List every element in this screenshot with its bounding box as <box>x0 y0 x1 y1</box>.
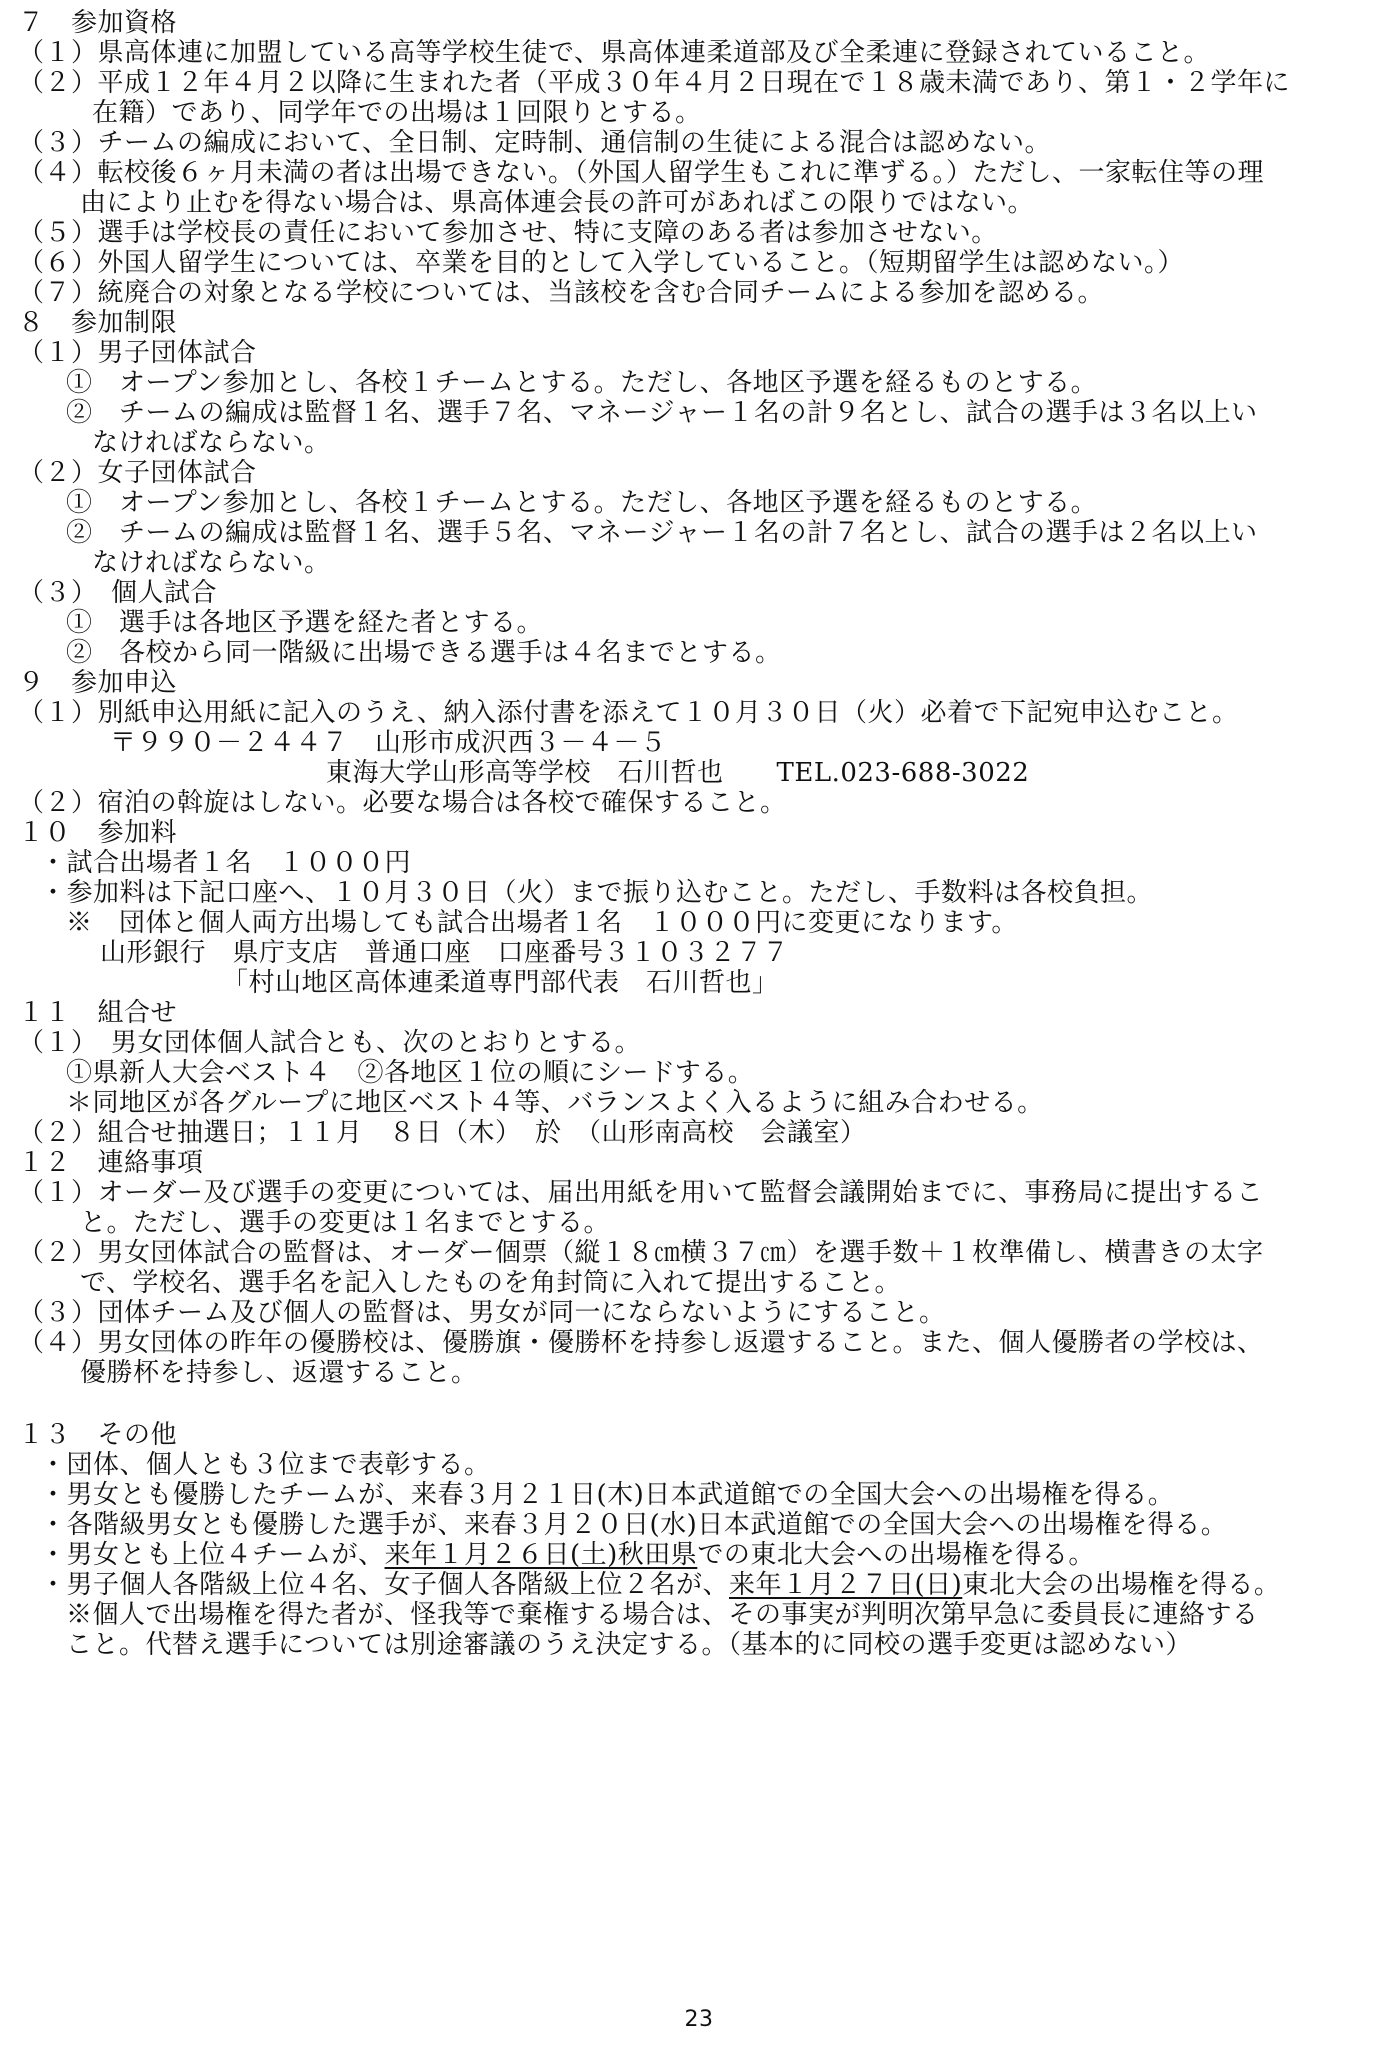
underlined-date-location: 来年１月２６日(土)秋田県 <box>384 1540 698 1570</box>
text-line: ・各階級男女とも優勝した選手が、来春３月２０日(水)日本武道館での全国大会への出場権を得る。 <box>40 1510 1228 1540</box>
text-line: ① オープン参加とし、各校１チームとする。ただし、各地区予選を経るものとする。 <box>66 488 1098 518</box>
section-heading: ９ 参加申込 <box>18 668 178 698</box>
text-line: なければならない。 <box>92 428 331 458</box>
line-suffix: 東北大会の出場権を得る。 <box>962 1570 1281 1600</box>
note-line: ＊同地区が各グループに地区ベスト４等、バランスよく入るように組み合わせる。 <box>66 1088 1044 1118</box>
text-line: ① 選手は各地区予選を経た者とする。 <box>66 608 544 638</box>
text-line: （４）転校後６ヶ月未満の者は出場できない。（外国人留学生もこれに準ずる。）ただし、一家転住等の理 <box>18 158 1265 188</box>
text-line: で、学校名、選手名を記入したものを角封筒に入れて提出すること。 <box>80 1268 901 1298</box>
text-line: ・試合出場者１名 １０００円 <box>40 848 412 878</box>
text-line: なければならない。 <box>92 548 331 578</box>
text-line: ② チームの編成は監督１名、選手５名、マネージャー１名の計７名とし、試合の選手は２名以上い <box>66 518 1258 548</box>
text-line: （１）別紙申込用紙に記入のうえ、納入添付書を添えて１０月３０日（火）必着で下記宛申込むこと。 <box>18 698 1239 728</box>
line-prefix: ・男女とも上位４チームが、 <box>40 1540 385 1570</box>
bank-account-line: 山形銀行 県庁支店 普通口座 口座番号３１０３２７７ <box>100 938 790 968</box>
text-line: （１）県高体連に加盟している高等学校生徒で、県高体連柔道部及び全柔連に登録されていること。 <box>18 38 1210 68</box>
text-line: （２）男女団体試合の監督は、オーダー個票（縦１８㎝横３７㎝）を選手数＋１枚準備し、横書きの太字 <box>18 1238 1264 1268</box>
text-line: （１）オーダー及び選手の変更については、届出用紙を用いて監督会議開始までに、事務局に提出するこ <box>18 1178 1263 1208</box>
line-suffix: での東北大会への出場権を得る。 <box>697 1540 1095 1570</box>
text-line: ① オープン参加とし、各校１チームとする。ただし、各地区予選を経るものとする。 <box>66 368 1098 398</box>
text-line: ② チームの編成は監督１名、選手７名、マネージャー１名の計９名とし、試合の選手は３名以上い <box>66 398 1258 428</box>
text-line: （６）外国人留学生については、卒業を目的として入学していること。（短期留学生は認めない。） <box>18 248 1184 278</box>
text-line: （５）選手は学校長の責任において参加させ、特に支障のある者は参加させない。 <box>18 218 998 248</box>
text-line: 優勝杯を持参し、返還すること。 <box>80 1358 478 1388</box>
note-line: こと。代替え選手については別途審議のうえ決定する。（基本的に同校の選手変更は認めない） <box>66 1630 1192 1660</box>
text-line: 由により止むを得ない場合は、県高体連会長の許可があればこの限りではない。 <box>80 188 1035 218</box>
text-line: ・団体、個人とも３位まで表彰する。 <box>40 1450 491 1480</box>
section-heading: １３ その他 <box>18 1420 178 1450</box>
text-line: （１） 男女団体個人試合とも、次のとおりとする。 <box>18 1028 642 1058</box>
text-line: （２）宿泊の斡旋はしない。必要な場合は各校で確保すること。 <box>18 788 787 818</box>
text-line: ①県新人大会ベスト４ ②各地区１位の順にシードする。 <box>66 1058 755 1088</box>
section-heading: １１ 組合せ <box>18 998 178 1028</box>
contact-line: 東海大学山形高等学校 石川哲也 TEL.023-688-3022 <box>326 758 1030 788</box>
text-line: ・男女とも優勝したチームが、来春３月２１日(木)日本武道館での全国大会への出場権を得る。 <box>40 1480 1175 1510</box>
section-heading: １２ 連絡事項 <box>18 1148 204 1178</box>
text-line: ② 各校から同一階級に出場できる選手は４名までとする。 <box>66 638 782 668</box>
page-number: 23 <box>684 2007 714 2032</box>
section-heading: ７ 参加資格 <box>18 8 178 38</box>
text-line: ・参加料は下記口座へ、１０月３０日（火）まで振り込むこと。ただし、手数料は各校負担。 <box>40 878 1154 908</box>
text-line: （２）組合せ抽選日；１１月 ８日（木） 於 （山形南高校 会議室） <box>18 1118 867 1148</box>
section-heading: １０ 参加料 <box>18 818 178 848</box>
address-line: 〒９９０－２４４７ 山形市成沢西３－４－５ <box>110 728 667 758</box>
text-line: （１）男子団体試合 <box>18 338 257 368</box>
line-prefix: ・男子個人各階級上位４名、女子個人各階級上位２名が、 <box>40 1570 730 1600</box>
text-line: （３） 個人試合 <box>18 578 218 608</box>
text-line: （４）男女団体の昨年の優勝校は、優勝旗・優勝杯を持参し返還すること。また、個人優勝者の学校は、 <box>18 1328 1264 1358</box>
section-heading: ８ 参加制限 <box>18 308 178 338</box>
note-line: ※個人で出場権を得た者が、怪我等で棄権する場合は、その事実が判明次第早急に委員長に連絡する <box>66 1600 1259 1630</box>
text-line: 在籍）であり、同学年での出場は１回限りとする。 <box>92 98 702 128</box>
account-holder-line: 「村山地区高体連柔道専門部代表 石川哲也」 <box>222 968 779 998</box>
text-line: （３）団体チーム及び個人の監督は、男女が同一にならないようにすること。 <box>18 1298 946 1328</box>
text-line: （２）女子団体試合 <box>18 458 257 488</box>
text-line: （２）平成１２年４月２以降に生まれた者（平成３０年４月２日現在で１８歳未満であり、第１・２学年に <box>18 68 1291 98</box>
underlined-date: 来年１月２７日(日) <box>729 1570 963 1600</box>
text-line: （７）統廃合の対象となる学校については、当該校を含む合同チームによる参加を認める。 <box>18 278 1104 308</box>
note-line: ※ 団体と個人両方出場しても試合出場者１名 １０００円に変更になります。 <box>66 908 1018 938</box>
text-line: と。ただし、選手の変更は１名までとする。 <box>80 1208 611 1238</box>
text-line: （３）チームの編成において、全日制、定時制、通信制の生徒による混合は認めない。 <box>18 128 1051 158</box>
